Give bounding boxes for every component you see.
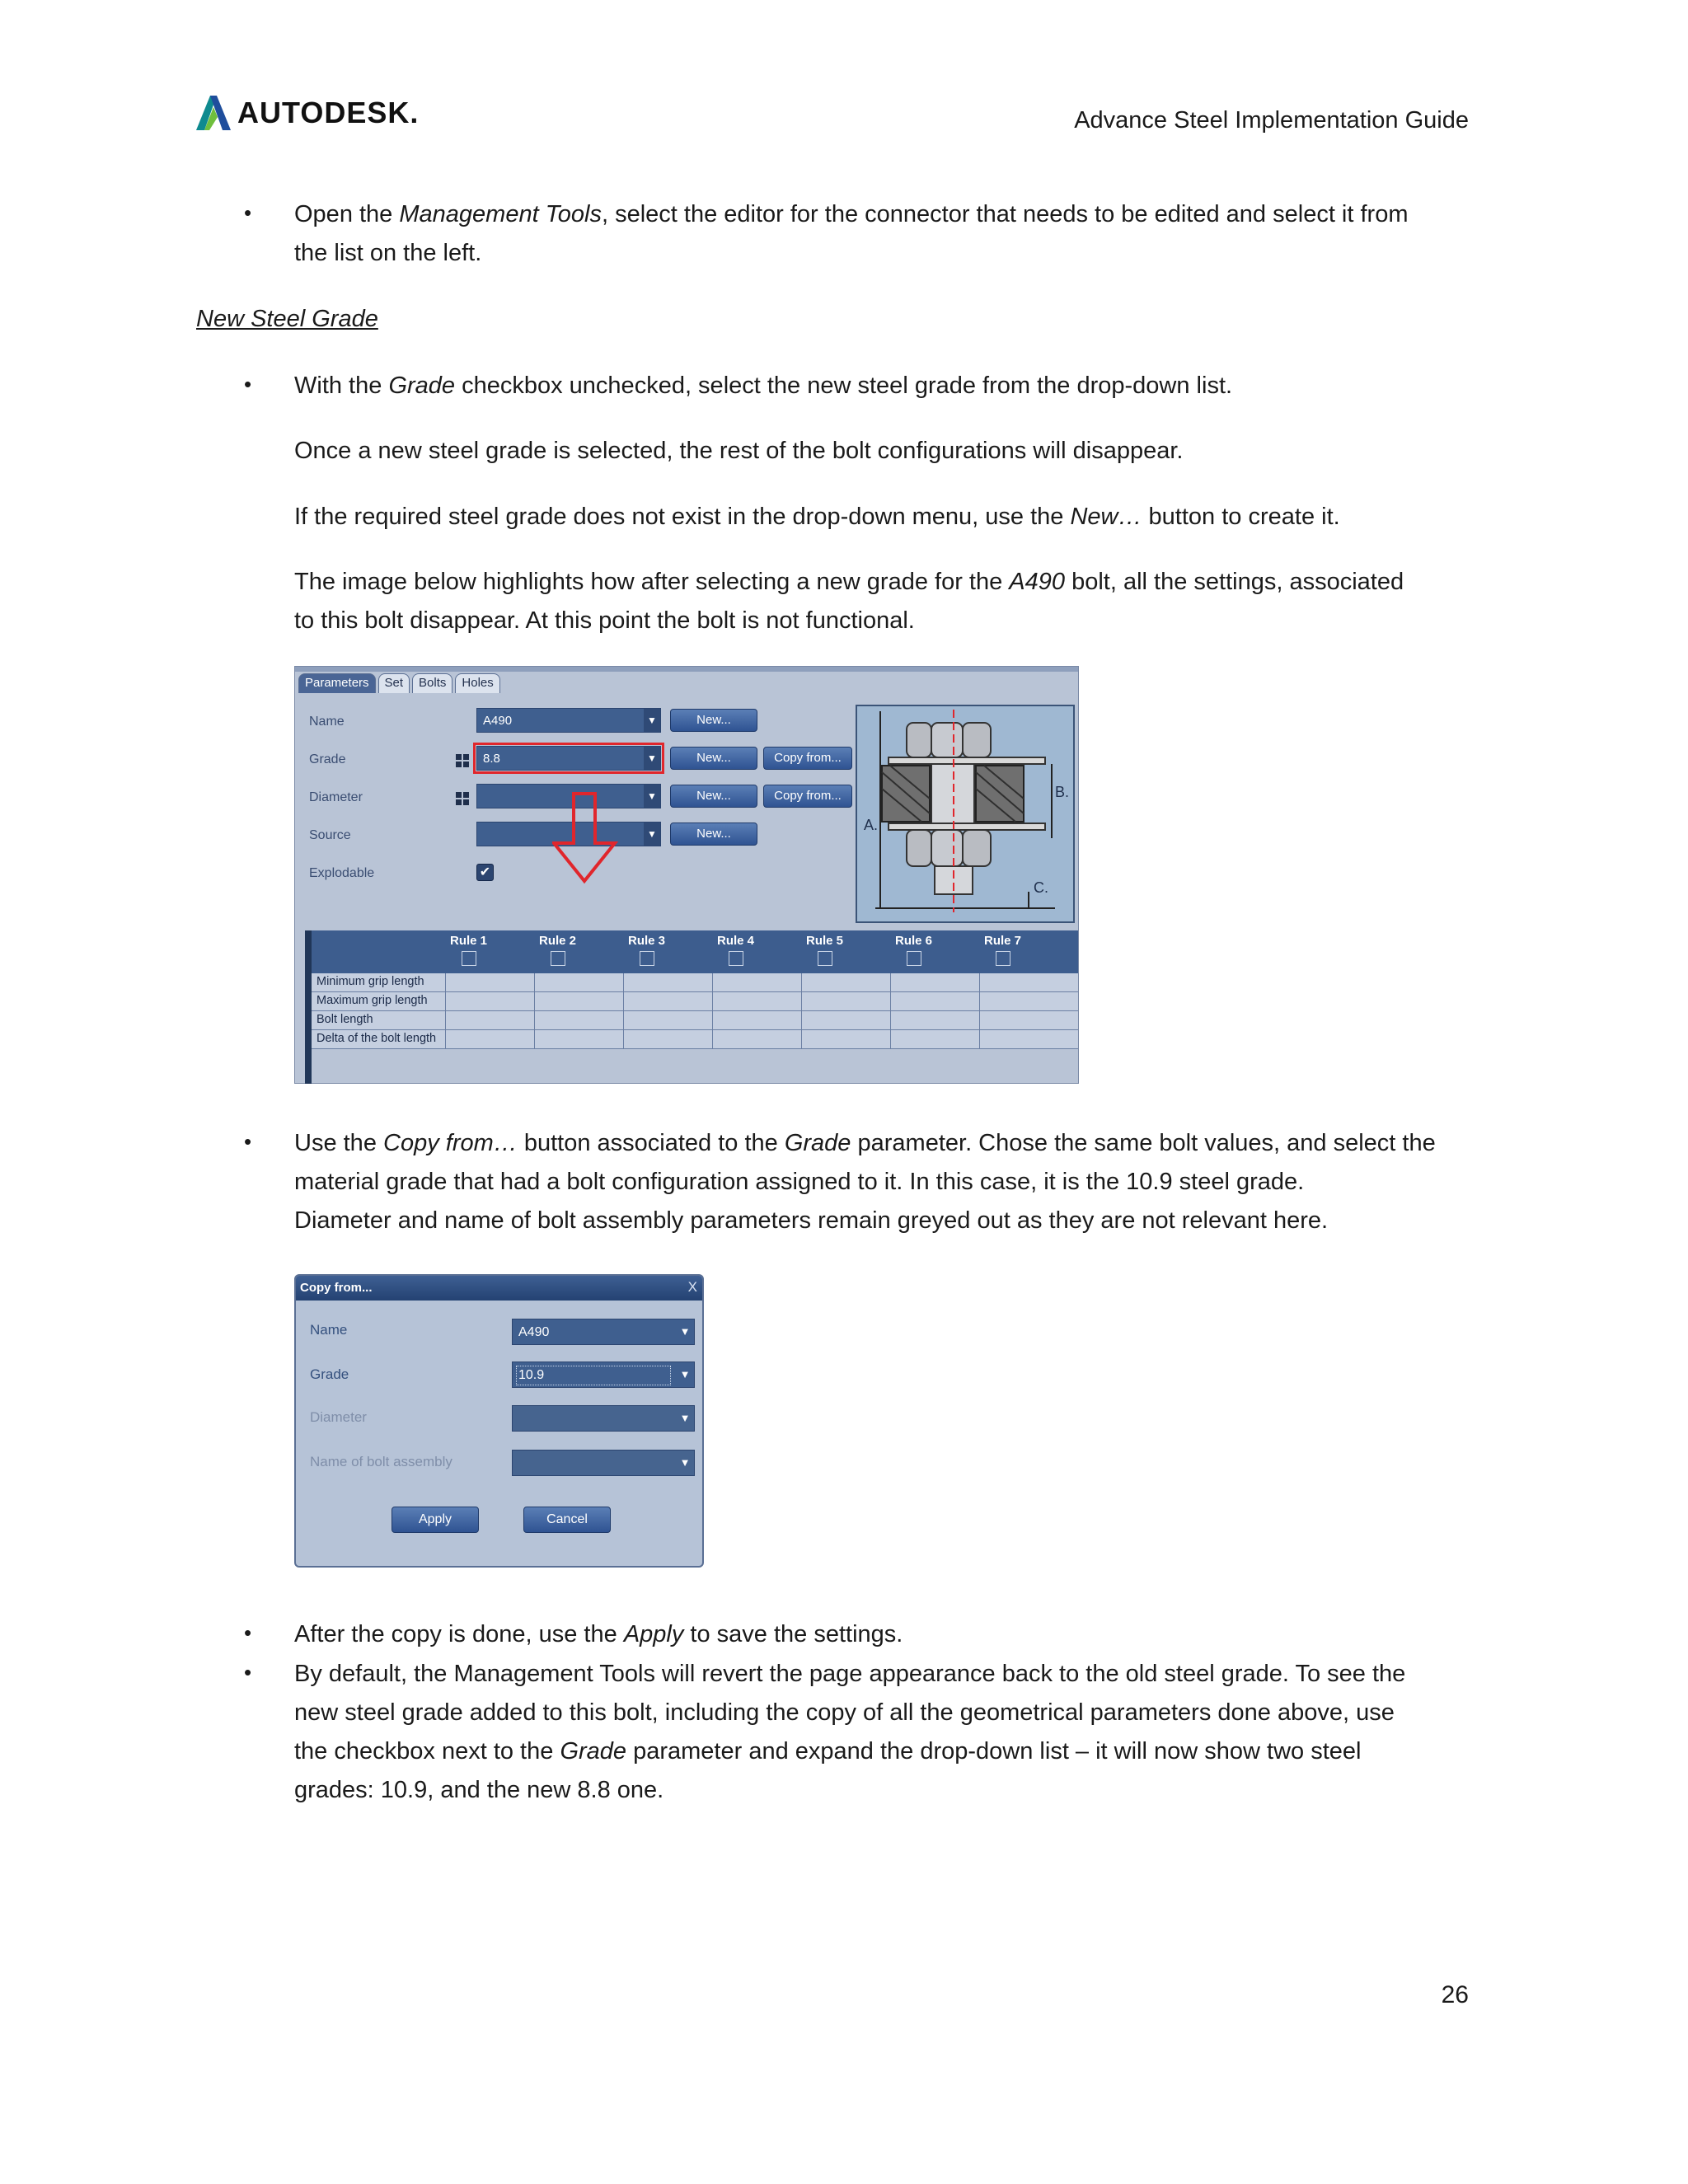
tab-set[interactable]: Set bbox=[378, 673, 410, 693]
dialog-name-value: A490 bbox=[518, 1325, 550, 1339]
col-divider bbox=[623, 973, 624, 1049]
rule-1-header: Rule 1 bbox=[450, 934, 488, 948]
tab-parameters[interactable]: Parameters bbox=[298, 673, 376, 693]
rule-3-checkbox[interactable] bbox=[640, 951, 654, 966]
dialog-diameter-label: Diameter bbox=[310, 1409, 367, 1425]
dialog-grade-dropdown[interactable] bbox=[512, 1361, 695, 1388]
bullet-marker: • bbox=[244, 372, 252, 396]
intro-bullet-text: Open the Management Tools, select the editor for the connector that needs to be edited and select it from the list on the left. bbox=[294, 201, 1409, 266]
rules-table-header bbox=[305, 930, 1078, 973]
rule-7-header: Rule 7 bbox=[984, 934, 1022, 948]
dimension-c-label: C. bbox=[1034, 879, 1048, 896]
rule-4-header: Rule 4 bbox=[717, 934, 755, 948]
grade-dropdown[interactable] bbox=[476, 746, 661, 771]
col-divider bbox=[801, 973, 802, 1049]
col-divider bbox=[979, 973, 980, 1049]
diameter-grid-icon[interactable] bbox=[456, 792, 469, 805]
bullet-marker: • bbox=[244, 1620, 252, 1645]
dimension-a-label: A. bbox=[864, 817, 879, 833]
dialog-name-label: Name bbox=[310, 1322, 348, 1338]
rule-5-header: Rule 5 bbox=[806, 934, 844, 948]
chevron-down-icon: ▼ bbox=[644, 709, 660, 732]
focus-outline bbox=[516, 1366, 671, 1385]
chevron-down-icon: ▼ bbox=[644, 747, 660, 770]
row-divider bbox=[312, 991, 1078, 992]
page-number: 26 bbox=[1441, 1981, 1469, 2008]
rule-7-checkbox[interactable] bbox=[996, 951, 1010, 966]
col-divider bbox=[712, 973, 713, 1049]
row-label-min-grip: Minimum grip length bbox=[316, 975, 424, 988]
bullet-marker: • bbox=[244, 1129, 252, 1154]
col-divider bbox=[534, 973, 535, 1049]
tab-holes[interactable]: Holes bbox=[455, 673, 499, 693]
autodesk-logo-icon bbox=[196, 96, 231, 130]
close-icon[interactable]: X bbox=[687, 1279, 697, 1295]
rule-5-checkbox[interactable] bbox=[818, 951, 832, 966]
copy-from-dialog bbox=[294, 1274, 704, 1568]
paragraph-once: Once a new steel grade is selected, the rest of the bolt configurations will disappear. bbox=[294, 438, 1184, 464]
chevron-down-icon: ▼ bbox=[679, 1368, 691, 1380]
dialog-grade-value: 10.9 bbox=[518, 1368, 545, 1382]
apply-button[interactable]: Apply bbox=[392, 1507, 479, 1533]
row-label-max-grip: Maximum grip length bbox=[316, 994, 428, 1007]
dialog-title-bar bbox=[296, 1276, 702, 1301]
dialog-grade-label: Grade bbox=[310, 1366, 349, 1382]
title-strip bbox=[295, 667, 1078, 672]
bullet-marker: • bbox=[244, 200, 252, 225]
row-divider bbox=[312, 1029, 1078, 1030]
chevron-down-icon: ▼ bbox=[644, 785, 660, 808]
cancel-button[interactable]: Cancel bbox=[523, 1507, 611, 1533]
tab-bar bbox=[298, 673, 503, 693]
rules-table-body bbox=[305, 973, 1078, 1049]
dialog-assembly-dropdown bbox=[512, 1450, 695, 1476]
chevron-down-icon: ▼ bbox=[644, 823, 660, 846]
name-value: A490 bbox=[483, 714, 513, 728]
col-divider bbox=[890, 973, 891, 1049]
diameter-new-button[interactable]: New... bbox=[670, 785, 757, 808]
grade-copy-from-button[interactable]: Copy from... bbox=[763, 747, 852, 770]
apply-bullet-text: After the copy is done, use the Apply to save the settings. bbox=[294, 1621, 903, 1647]
row-label-bolt-length: Bolt length bbox=[316, 1013, 373, 1026]
diameter-copy-from-button[interactable]: Copy from... bbox=[763, 785, 852, 808]
grade-label: Grade bbox=[309, 752, 346, 766]
document-title: Advance Steel Implementation Guide bbox=[1074, 107, 1469, 134]
rule-4-checkbox[interactable] bbox=[729, 951, 743, 966]
dialog-assembly-label: Name of bolt assembly bbox=[310, 1454, 452, 1469]
rules-table bbox=[305, 930, 1078, 1084]
chevron-down-icon: ▼ bbox=[679, 1325, 691, 1338]
col-divider bbox=[445, 973, 446, 1049]
chevron-down-icon: ▼ bbox=[679, 1412, 691, 1424]
paragraph-image-intro: The image below highlights how after selecting a new grade for the A490 bolt, all the settings, associated to this bolt disappear. At this point the bolt is not functional. bbox=[294, 569, 1404, 634]
section-heading: New Steel Grade bbox=[196, 306, 378, 332]
grade-bullet-text: With the Grade checkbox unchecked, select the new steel grade from the drop-down list. bbox=[294, 373, 1233, 399]
rule-2-header: Rule 2 bbox=[539, 934, 577, 948]
row-divider bbox=[312, 1048, 1078, 1049]
row-label-delta-length: Delta of the bolt length bbox=[316, 1032, 437, 1045]
dimension-b-label: B. bbox=[1055, 784, 1070, 800]
name-label: Name bbox=[309, 715, 345, 729]
tab-bolts[interactable]: Bolts bbox=[412, 673, 452, 693]
chevron-down-icon: ▼ bbox=[679, 1456, 691, 1469]
diameter-label: Diameter bbox=[309, 790, 363, 804]
rule-3-header: Rule 3 bbox=[628, 934, 666, 948]
name-new-button[interactable]: New... bbox=[670, 709, 757, 732]
rule-6-checkbox[interactable] bbox=[907, 951, 921, 966]
explodable-label: Explodable bbox=[309, 866, 375, 880]
bullet-marker: • bbox=[244, 1660, 252, 1685]
dialog-name-dropdown[interactable] bbox=[512, 1319, 695, 1345]
rule-2-checkbox[interactable] bbox=[551, 951, 565, 966]
grade-value: 8.8 bbox=[483, 752, 500, 766]
bolt-diagram bbox=[856, 705, 1075, 923]
table-left-border bbox=[305, 930, 312, 1084]
name-dropdown[interactable] bbox=[476, 708, 661, 733]
rule-6-header: Rule 6 bbox=[895, 934, 933, 948]
dialog-diameter-dropdown bbox=[512, 1405, 695, 1432]
grade-new-button[interactable]: New... bbox=[670, 747, 757, 770]
autodesk-logo-text: AUTODESK. bbox=[237, 96, 420, 129]
paragraph-if: If the required steel grade does not exist in the drop-down menu, use the New… button to create it. bbox=[294, 504, 1340, 530]
explodable-checkbox[interactable]: ✔ bbox=[476, 864, 494, 881]
copy-from-bullet-text: Use the Copy from… button associated to the Grade parameter. Chose the same bolt values, and select the material grade that had a bolt configuration assigned to it. In this case, it is the 10.9 steel grade. Diameter and name of bolt assembly parameters remain greyed out as they are not relevant here. bbox=[294, 1130, 1436, 1234]
bolt-editor-screenshot bbox=[294, 666, 1079, 1084]
grade-grid-icon[interactable] bbox=[456, 754, 469, 767]
source-label: Source bbox=[309, 828, 351, 842]
red-down-arrow-icon bbox=[552, 792, 618, 884]
rule-1-checkbox[interactable] bbox=[462, 951, 476, 966]
default-bullet-text: By default, the Management Tools will revert the page appearance back to the old steel grade. To see the new steel grade added to this bolt, including the copy of all the geometrical parameters done above, use the checkbox next to the Grade parameter and expand the drop-down list – it will now show two steel grades: 10.9, and the new 8.8 one. bbox=[294, 1661, 1406, 1803]
row-divider bbox=[312, 1010, 1078, 1011]
autodesk-logo bbox=[196, 96, 419, 130]
dialog-title: Copy from... bbox=[300, 1281, 373, 1295]
source-new-button[interactable]: New... bbox=[670, 823, 757, 846]
